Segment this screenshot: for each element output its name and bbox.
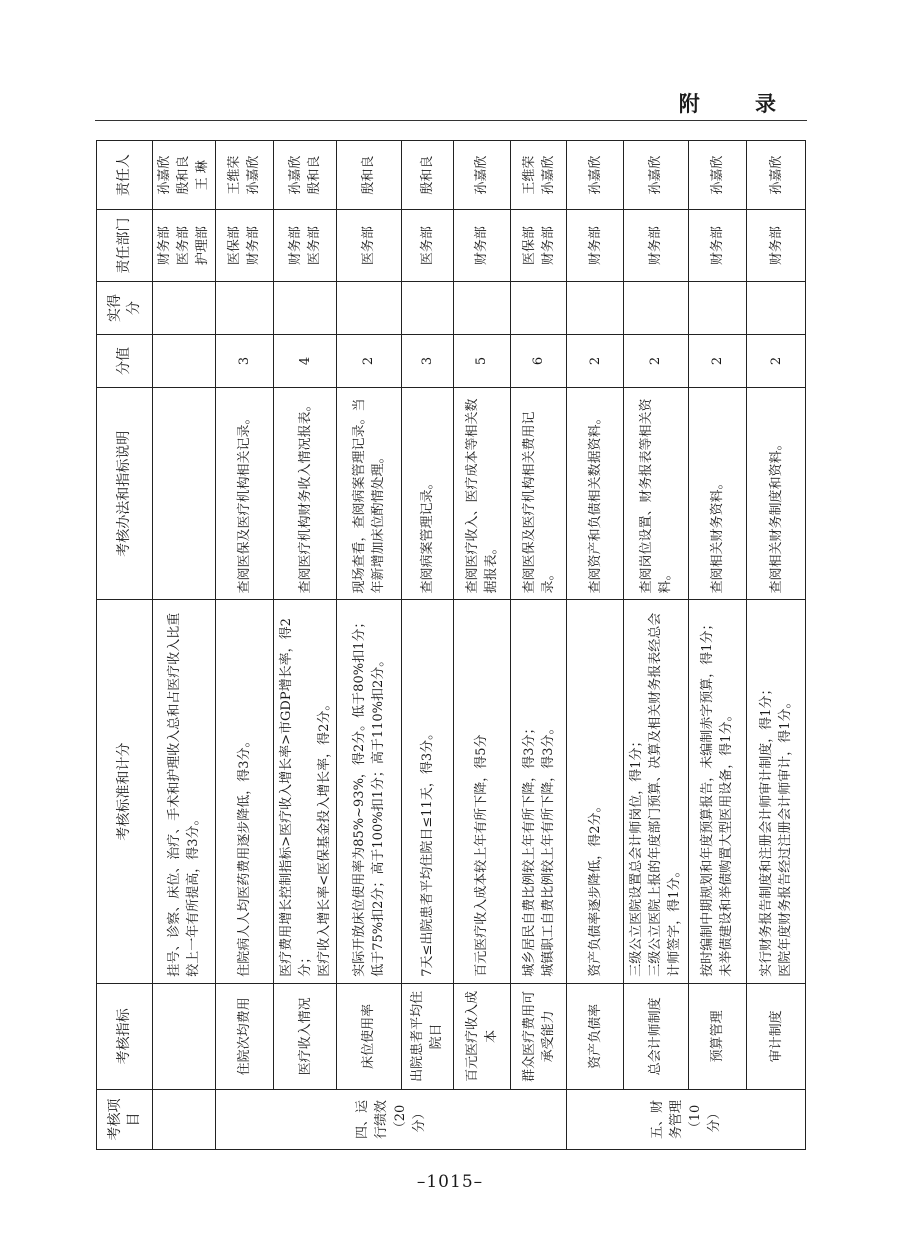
standard-cell: 按时编制中期规划和年度预算报告，未编制赤字预算，得1分； 未举债建设和举债购置大型医用设备，得1分。 <box>688 600 747 983</box>
col-header-method: 考核办法和指标说明 <box>97 388 153 600</box>
table-row <box>510 141 567 1150</box>
person-cell: 孙嘉欣 <box>454 141 511 210</box>
dept-cell: 医保部 财务部 <box>510 210 567 282</box>
method-cell: 查阅相关财务资料。 <box>688 388 747 600</box>
indicator-cell: 住院次均费用 <box>215 983 274 1089</box>
method-cell: 查阅岗位设置、财务报表等相关资料。 <box>623 388 688 600</box>
method-cell <box>153 388 216 600</box>
score-cell: 2 <box>567 334 624 387</box>
section-cell-empty <box>153 1089 216 1149</box>
dept-cell: 医务部 <box>401 210 454 282</box>
actual-cell <box>454 281 511 334</box>
indicator-cell: 资产负债率 <box>567 983 624 1089</box>
score-cell: 5 <box>454 334 511 387</box>
dept-cell: 财务部 <box>688 210 747 282</box>
person-cell: 殷和良 <box>401 141 454 210</box>
actual-cell <box>274 281 337 334</box>
dept-cell: 财务部 医务部 护理部 <box>153 210 216 282</box>
indicator-cell: 审计制度 <box>747 983 806 1089</box>
person-cell: 孙嘉欣 殷和良 <box>274 141 337 210</box>
table-row <box>688 141 747 1150</box>
assessment-table <box>96 140 806 1150</box>
table-header-row <box>97 141 153 1150</box>
indicator-cell: 出院患者平均住院日 <box>401 983 454 1089</box>
indicator-cell: 预算管理 <box>688 983 747 1089</box>
col-header-indicator: 考核指标 <box>97 983 153 1089</box>
dept-cell: 财务部 <box>567 210 624 282</box>
score-cell: 2 <box>336 334 401 387</box>
col-header-actual: 实得分 <box>97 281 153 334</box>
indicator-cell: 群众医疗费用可承受能力 <box>510 983 567 1089</box>
standard-cell: 实行财务报告制度和注册会计师审计制度，得1分； 医院年度财务报告经过注册会计师审计，得1分。 <box>747 600 806 983</box>
standard-cell: 百元医疗收入成本较上年有所下降，得5分 <box>454 600 511 983</box>
score-cell <box>153 334 216 387</box>
indicator-cell: 百元医疗收入成本 <box>454 983 511 1089</box>
dept-cell: 财务部 <box>623 210 688 282</box>
col-header-dept: 责任部门 <box>97 210 153 282</box>
method-cell: 查阅医疗收入、医疗成本等相关数据报表。 <box>454 388 511 600</box>
person-cell: 孙嘉欣 <box>688 141 747 210</box>
actual-cell <box>153 281 216 334</box>
assessment-table-rotated <box>96 140 806 1150</box>
col-header-score: 分值 <box>97 334 153 387</box>
standard-cell: 三级公立医院设置总会计师岗位，得1分； 三级公立医院上报的年度部门预算、决算及相关财务报表经总会计师签字，得1分。 <box>623 600 688 983</box>
actual-cell <box>215 281 274 334</box>
person-cell: 孙嘉欣 殷和良 王 琳 <box>153 141 216 210</box>
standard-cell: 城乡居民自费比例较上年有所下降，得3分； 城镇职工自费比例较上年有所下降，得3分。 <box>510 600 567 983</box>
page-header-title: 附 录 <box>678 92 800 116</box>
score-cell: 2 <box>688 334 747 387</box>
person-cell: 殷和良 <box>336 141 401 210</box>
actual-cell <box>688 281 747 334</box>
actual-cell <box>510 281 567 334</box>
score-cell: 3 <box>215 334 274 387</box>
actual-cell <box>336 281 401 334</box>
header-divider <box>95 120 807 121</box>
table-row <box>623 141 688 1150</box>
indicator-cell: 床位使用率 <box>336 983 401 1089</box>
table-row <box>747 141 806 1150</box>
section-cell-operation: 四、运行绩效 （20分） <box>215 1089 567 1149</box>
table-row <box>274 141 337 1150</box>
actual-cell <box>401 281 454 334</box>
dept-cell: 医务部 <box>336 210 401 282</box>
person-cell: 孙嘉欣 <box>567 141 624 210</box>
standard-cell: 7天≤出院患者平均住院日≤11天，得3分。 <box>401 600 454 983</box>
page-number: –1015– <box>416 1172 484 1192</box>
table-row <box>336 141 401 1150</box>
col-header-standard: 考核标准和计分 <box>97 600 153 983</box>
method-cell: 查阅医保及医疗机构相关记录。 <box>215 388 274 600</box>
actual-cell <box>623 281 688 334</box>
indicator-cell: 医疗收入情况 <box>274 983 337 1089</box>
standard-cell: 住院病人人均医药费用逐步降低，得3分。 <box>215 600 274 983</box>
method-cell: 查阅病案管理记录。 <box>401 388 454 600</box>
col-header-item: 考核项目 <box>97 1089 153 1149</box>
standard-cell: 实际开放床位使用率为85%~93%，得2分。低于80%扣1分；低于75%扣2分；高于100%扣1分；高于110%扣2分。 <box>336 600 401 983</box>
method-cell: 查阅医保及医疗机构相关费用记录。 <box>510 388 567 600</box>
section-cell-finance: 五、财务管理 （10分） <box>567 1089 806 1149</box>
method-cell: 现场查看，查阅病案管理记录。当年新增加床位酌情处理。 <box>336 388 401 600</box>
person-cell: 孙嘉欣 <box>623 141 688 210</box>
actual-cell <box>747 281 806 334</box>
score-cell: 3 <box>401 334 454 387</box>
dept-cell: 财务部 <box>454 210 511 282</box>
indicator-cell <box>153 983 216 1089</box>
score-cell: 2 <box>747 334 806 387</box>
dept-cell: 财务部 <box>747 210 806 282</box>
person-cell: 孙嘉欣 <box>747 141 806 210</box>
dept-cell: 医保部 财务部 <box>215 210 274 282</box>
score-cell: 6 <box>510 334 567 387</box>
table-row <box>401 141 454 1150</box>
table-row <box>567 141 624 1150</box>
dept-cell: 财务部 医务部 <box>274 210 337 282</box>
person-cell: 王维荣 孙嘉欣 <box>510 141 567 210</box>
standard-cell: 挂号、诊察、床位、治疗、手术和护理收入总和占医疗收入比重较上一年有所提高，得3分。 <box>153 600 216 983</box>
person-cell: 王维荣 孙嘉欣 <box>215 141 274 210</box>
method-cell: 查阅资产和负债相关数据资料。 <box>567 388 624 600</box>
table-row <box>215 141 274 1150</box>
col-header-person: 责任人 <box>97 141 153 210</box>
score-cell: 4 <box>274 334 337 387</box>
score-cell: 2 <box>623 334 688 387</box>
table-row <box>153 141 216 1150</box>
method-cell: 查阅医疗机构财务收入情况报表。 <box>274 388 337 600</box>
indicator-cell: 总会计师制度 <box>623 983 688 1089</box>
actual-cell <box>567 281 624 334</box>
standard-cell: 医疗费用增长控制指标>医疗收入增长率>市GDP增长率，得2分； 医疗收入增长率<医保基金投入增长率，得2分。 <box>274 600 337 983</box>
method-cell: 查阅相关财务制度和资料。 <box>747 388 806 600</box>
table-row <box>454 141 511 1150</box>
standard-cell: 资产负债率逐步降低，得2分。 <box>567 600 624 983</box>
